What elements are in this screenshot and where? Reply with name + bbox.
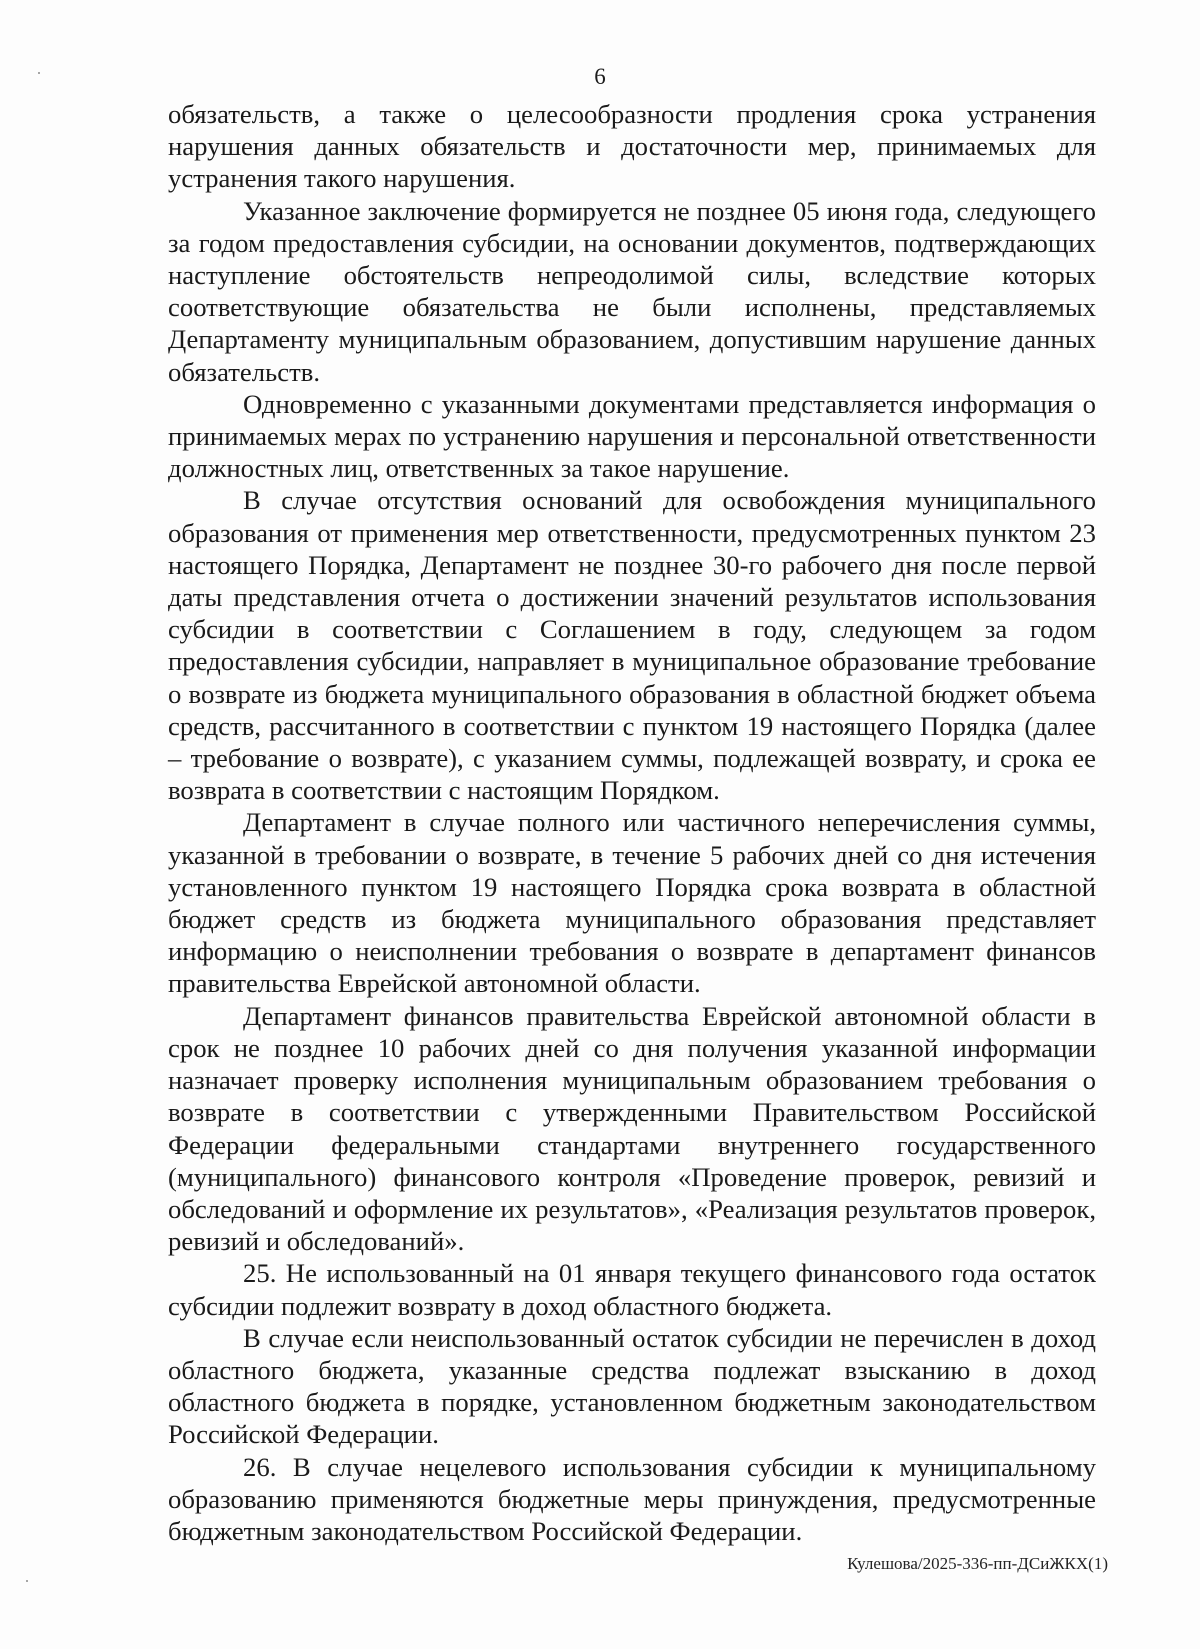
paragraph-finance-inspection: Департамент финансов правительства Еврейской автономной области в срок не позднее 10 рабочих дней со дня получения указанной информации назначает проверку исполнения муниципальным образованием требования о возврате в соответствии с утвержденными Правительством Российской Федерации федеральными стандартами внутреннего государственного (муниципального) финансового контроля «Проведение проверок, ревизий и обследований и оформление их результатов», «Реализация результатов проверок, ревизий и обследований». — [168, 1000, 1096, 1257]
paragraph-return-requirement: В случае отсутствия оснований для освобождения муниципального образования от применения мер ответственности, предусмотренных пунктом 23 настоящего Порядка, Департамент не позднее 30-го рабочего дня после первой даты представления отчета о достижении значений результатов использования субсидии в соответствии с Соглашением в году, следующем за годом предоставления субсидии, направляет в муниципальное образование требование о возврате из бюджета муниципального образования в областной бюджет объема средств, рассчитанного в соответствии с пунктом 19 настоящего Порядка (далее – требование о возврате), с указанием суммы, подлежащей возврату, и срока ее возврата в соответствии с настоящим Порядком. — [168, 485, 1096, 806]
page-number: 6 — [594, 64, 606, 89]
scan-speck — [26, 1580, 28, 1582]
document-code: Кулешова/2025-336-пп-ДСиЖКХ(1) — [847, 1554, 1108, 1573]
paragraph-item-25: 25. Не использованный на 01 января текущего финансового года остаток субсидии подлежит возврату в доход областного бюджета. — [168, 1258, 1096, 1321]
document-body — [168, 98, 1096, 1547]
paragraph-non-transfer: Департамент в случае полного или частичного неперечисления суммы, указанной в требовании о возврате, в течение 5 рабочих дней со дня истечения установленного пунктом 19 настоящего Порядка срока возврата в областной бюджет средств из бюджета муниципального образования представляет информацию о неисполнении требования о возврате в департамент финансов правительства Еврейской автономной области. — [168, 807, 1096, 999]
paragraph-continuation: обязательств, а также о целесообразности продления срока устранения нарушения данных обязательств и достаточности мер, принимаемых для устранения такого нарушения. — [168, 99, 1096, 194]
paragraph-conclusion-deadline: Указанное заключение формируется не позднее 05 июня года, следующего за годом предоставления субсидии, на основании документов, подтверждающих наступление обстоятельств непреодолимой силы, вследствие которых соответствующие обязательства не были исполнены, представляемых Департаменту муниципальным образованием, допустившим нарушение данных обязательств. — [168, 195, 1096, 387]
paragraph-recovery: В случае если неиспользованный остаток субсидии не перечислен в доход областного бюджета, указанные средства подлежат взысканию в доход областного бюджета в порядке, установленном бюджетным законодательством Российской Федерации. — [168, 1322, 1096, 1450]
paragraph-item-26: 26. В случае нецелевого использования субсидии к муниципальному образованию применяются бюджетные меры принуждения, предусмотренные бюджетным законодательством Российской Федерации. — [168, 1451, 1096, 1546]
paragraph-simultaneous-info: Одновременно с указанными документами представляется информация о принимаемых мерах по устранению нарушения и персональной ответственности должностных лиц, ответственных за такое нарушение. — [168, 388, 1096, 484]
